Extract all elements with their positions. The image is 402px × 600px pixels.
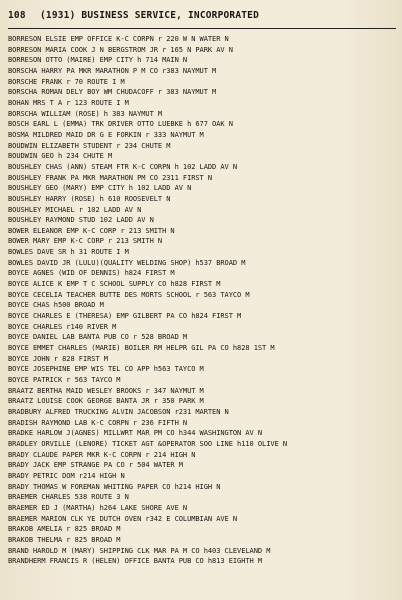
directory-entries (8, 34, 396, 567)
directory-entry: BRADLEY ORVILLE (LENORE) TICKET AGT &OPERATOR SOO LINE h110 OLIVE N (8, 439, 288, 448)
directory-entry: BOUSHLEY CHAS (ANN) STEAM FTR K-C CORPN h 102 LADD AV N (8, 162, 238, 171)
directory-entry: BOUDWIN ELIZABETH STUDENT r 234 CHUTE M (8, 141, 171, 150)
directory-entry: BOYCE EMMET CHARLES (MARIE) BOILER RM HELPR GIL PA CO h828 1ST M (8, 344, 275, 353)
directory-entry: BOYCE JOHN r 828 FIRST M (8, 354, 108, 363)
directory-entry: BRADY THOMAS W FOREMAN WHITING PAPER CO h214 HIGH N (8, 482, 221, 491)
page-header (8, 10, 396, 23)
directory-entry: BOYCE DANIEL LAB BANTA PUB CO r 528 BROAD M (8, 333, 188, 342)
directory-entry: BRAATZ LOUISE COOK GEORGE BANTA JR r 350 PARK M (8, 397, 204, 406)
directory-entry: BORSCHA ROMAN DELY BOY WM CHUDACOFF r 383 NAYMUT M (8, 88, 217, 97)
directory-entry: BOUSHLEY HARRY (ROSE) h 610 ROOSEVELT N (8, 194, 171, 203)
directory-entry: BOYCE CHAS h500 BROAD M (8, 301, 104, 310)
directory-entry: BOYCE CHARLES E (THERESA) EMP GILBERT PA CO h824 FIRST M (8, 312, 242, 321)
directory-entry: BORSCHE FRANK r 70 ROUTE I M (8, 77, 125, 86)
directory-entry: BOUSHLEY FRANK PA MKR MARATHON PM CO 2311 FIRST N (8, 173, 213, 182)
directory-entry: BRAEMER ED J (MARTHA) h264 LAKE SHORE AVE N (8, 503, 188, 512)
directory-entry: BORSCHA HARRY PA MKR MARATHON P M CO r383 NAYMUT M (8, 66, 217, 75)
directory-entry: BRANDHERM FRANCIS R (HELEN) OFFICE BANTA PUB CO h813 EIGHTH M (8, 557, 263, 566)
directory-entry: BORSCHA WILLIAM (ROSE) h 383 NAYMUT M (8, 109, 163, 118)
directory-entry: BRADBURY ALFRED TRUCKING ALVIN JACOBSON r231 MARTEN N (8, 407, 229, 416)
directory-entry: BOWLES DAVID JR (LULU)(QUALITY WELDING SHOP) h537 BROAD M (8, 258, 246, 267)
directory-entry: BRAEMER CHARLES 538 ROUTE 3 N (8, 493, 129, 502)
header-rule (8, 28, 396, 29)
directory-entry: BOYCE JOSEPHINE EMP WIS TEL CO APP h563 TAYCO M (8, 365, 204, 374)
directory-entry: BOYCE PATRICK r 563 TAYCO M (8, 376, 121, 384)
directory-entry: BRAKOB AMELIA r 825 BROAD M (8, 525, 121, 534)
directory-entry: BOWER ELEANOR EMP K-C CORP r 213 SMITH N (8, 226, 175, 235)
page-title: (1931) BUSINESS SERVICE, INCORPORATED (40, 10, 260, 21)
directory-entry: BRAND HAROLD M (MARY) SHIPPING CLK MAR PA M CO h403 CLEVELAND M (8, 546, 271, 555)
directory-entry: BOUDWIN GEO h 234 CHUTE M (8, 152, 113, 161)
directory-entry: BRAATZ BERTHA MAID WESLEY BROOKS r 347 NAYMUT M (8, 386, 204, 395)
page-number: 108 (8, 10, 26, 21)
directory-entry: BOUSHLEY GEO (MARY) EMP CITY h 102 LADD AV N (8, 184, 192, 193)
directory-entry: BORRESON MARIA COOK J N BERGSTROM JR r 165 N PARK AV N (8, 45, 233, 54)
directory-entry: BOHAN MRS T A r 123 ROUTE I M (8, 98, 129, 107)
directory-entry: BRAKOB THELMA r 825 BROAD M (8, 535, 121, 544)
directory-entry: BOSCH EARL L (EMMA) TRK DRIVER OTTO LUEBKE h 677 OAK N (8, 120, 233, 129)
directory-entry: BOWER MARY EMP K-C CORP r 213 SMITH N (8, 237, 163, 246)
directory-entry: BOYCE AGNES (WID OF DENNIS) h824 FIRST M (8, 269, 175, 278)
directory-entry: BORRESON OTTO (MAIRE) EMP CITY h 714 MAIN N (8, 56, 188, 65)
directory-entry: BRADY PETRIC DOM r214 HIGH N (8, 471, 125, 480)
directory-entry: BOYCE CHARLES r140 RIVER M (8, 322, 117, 331)
directory-entry: BRADY JACK EMP STRANGE PA CO r 504 WATER M (8, 461, 183, 470)
directory-entry: BOYCE CECELIA TEACHER BUTTE DES MORTS SCHOOL r 563 TAYCO M (8, 290, 250, 299)
directory-entry: BOUSHLEY MICHAEL r 102 LADD AV N (8, 205, 142, 214)
directory-entry: BRAEMER MARION CLK YE DUTCH OVEN r342 E COLUMBIAN AVE N (8, 514, 238, 523)
directory-entry: BOUSHLEY RAYMOND STUD 102 LADD AV N (8, 216, 154, 225)
directory-entry: BOSMA MILDRED MAID DR G E FORKIN r 333 NAYMUT M (8, 130, 204, 139)
directory-entry: BRADKE HARLOW J(AGNES) MILLWRT MAR PM CO h344 WASHINGTON AV N (8, 429, 263, 438)
directory-entry: BORRESON ELSIE EMP OFFICE K-C CORPN r 220 W N WATER N (8, 35, 229, 43)
directory-entry: BRADISH RAYMOND LAB K-C CORPN r 236 FIFTH N (8, 418, 188, 427)
directory-entry: BOWLES DAVE SR h 31 ROUTE I M (8, 248, 129, 257)
directory-entry: BOYCE ALICE K EMP T C SCHOOL SUPPLY CO h828 FIRST M (8, 280, 221, 289)
directory-entry: BRADY CLAUDE PAPER MKR K-C CORPN r 214 HIGH N (8, 450, 196, 459)
